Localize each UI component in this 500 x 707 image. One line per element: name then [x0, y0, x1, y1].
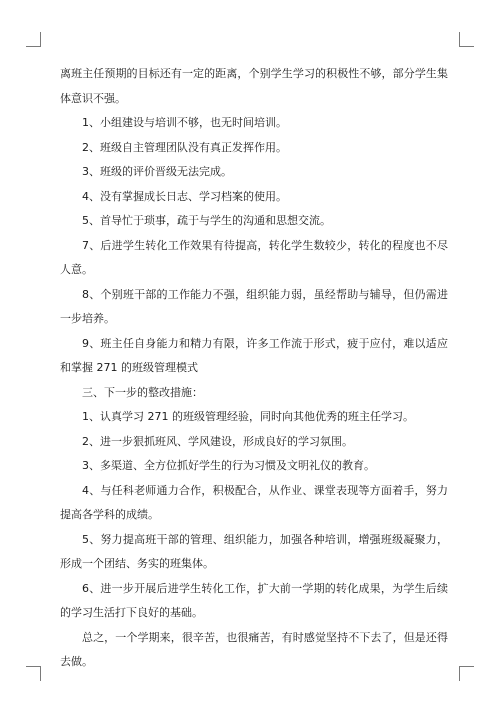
crop-mark-bottom-left [26, 666, 41, 681]
measure-item-2: 2、进一步狠抓班风、学风建设，形成良好的学习氛围。 [82, 434, 353, 448]
issue-item-5: 5、首导忙于琐事，疏于与学生的沟通和思想交流。 [82, 214, 331, 227]
section-heading-next-steps: 三、下一步的整改措施： [82, 385, 203, 399]
measure-item-4: 4、与任科老师通力合作，积极配合，从作业、课堂表现等方面着手，努力提高各学科的成绩。 [60, 483, 448, 521]
measure-item-1: 1、认真学习 271 的班级管理经验，同时向其他优秀的班主任学习。 [82, 410, 414, 423]
issue-item-7: 7、后进学生转化工作效果有待提高，转化学生数较少，转化的程度也不尽人意。 [60, 238, 448, 276]
issue-item-2: 2、班级自主管理团队没有真正发挥作用。 [82, 140, 287, 154]
issue-item-8: 8、个别班干部的工作能力不强，组织能力弱，虽经帮助与辅导，但仍需进一步培养。 [60, 287, 448, 325]
issue-item-1: 1、小组建设与培训不够，也无时间培训。 [82, 116, 287, 129]
document-body [60, 62, 448, 675]
measure-item-3: 3、多渠道、全方位抓好学生的行为习惯及文明礼仪的教育。 [82, 459, 375, 472]
crop-mark-top-right [459, 32, 474, 47]
crop-mark-bottom-right [459, 666, 474, 681]
issue-item-3: 3、班级的评价晋级无法完成。 [82, 165, 232, 178]
conclusion-paragraph: 总之，一个学期来，很辛苦，也很痛苦，有时感觉坚持不下去了，但是还得去做。 [60, 630, 448, 668]
issue-item-4: 4、没有掌握成长日志、学习档案的使用。 [82, 189, 287, 203]
issue-item-9: 9、班主任自身能力和精力有限，许多工作流于形式，疲于应付，难以适应和掌握 271 的班级管理模式 [60, 336, 448, 374]
measure-item-6: 6、进一步开展后进学生转化工作，扩大前一学期的转化成果，为学生后续的学习生活打下良好的基础。 [60, 581, 448, 619]
measure-item-5: 5、努力提高班干部的管理、组织能力，加强各种培训，增强班级凝聚力，形成一个团结、务实的班集体。 [60, 532, 448, 570]
crop-mark-top-left [26, 32, 41, 47]
paragraph-continuation: 离班主任预期的目标还有一定的距离，个别学生学习的积极性不够，部分学生集体意识不强。 [60, 67, 448, 105]
